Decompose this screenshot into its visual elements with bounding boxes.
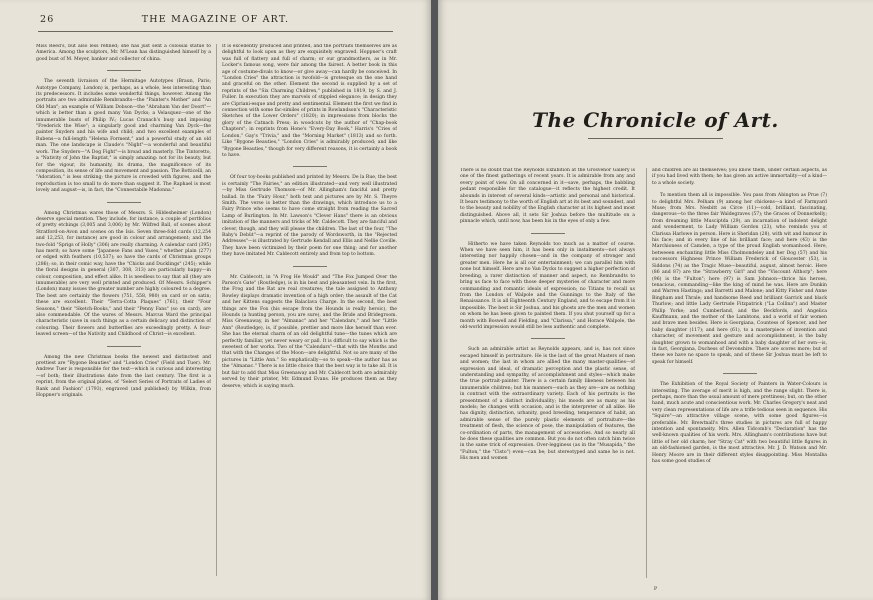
left-column-1 <box>36 44 211 579</box>
title-rule <box>588 138 723 139</box>
paragraph: Of four toy-books published and printed by Messrs. De la Rue, the best is certainly "The Fairies," an edition illustrated—and very well illustrated—by Miss Gertrude Thomson—of Mr. Allingham's fanciful and pretty ballad. In the "Fairy Hour," both text and pictures are by Mr. S. Theyre Smith. The verse is better than the drawings, which introduce us to a Fairy Prince who seems to have come straight from reading the Sacred Lamp of Burlington. In Mr. Lawson's "Clever Hans" there is an obvious imitation of the manners and tricks of Mr. Caldecott. They are fanciful and clever, though, and they will please the children. The last of the four, "The Baby's Debüt"—a reprint of the parody of Wordsworth, in the "Rejected Addresses"—is illustrated by Gertrude Kendall and Ellis and Nellie Coville. They have been victimized by their poem for one thing; and for another they have imitated Mr. Caldecott entirely and from top to bottom. <box>222 175 397 258</box>
running-head-left <box>40 14 391 28</box>
column-rule <box>646 168 647 578</box>
paragraph: Among the new Christmas books the newest and distinctest and prettiest are "Bygone Beauties" and "London Cries" (Field and Tuer). Mr. Andrew Tuer is responsible for the text—which is curious and interesting—of both; their illustrations date from the last century. The first is a reprint, from the original plates, of "Select Series of Portraits of Ladies of Rank and Fashion" (1793), engraved (and published) by Wilkin, from Hoppner's originals. <box>36 354 211 399</box>
paragraph: The Exhibition of the Royal Society of Painters in Water-Colours is interesting. The average of merit is high, and the range slight. There is, perhaps, more than the usual amount of mere prettiness; but, on the other hand, much acute and conscientious work. Mr. Charles Gregory's neat and very clean representations of life are a trifle tedious seen in sequence. His "Squire"—an attractive village scene, with some good figures—is preferable. Mr. Brewtnall's three studies in pictures are full of happy intention and spontaneity. Mrs. Allen Tidcomb's "Declaration" has the well-known qualities of his work. Mrs. Allingham's contributions have but little of her old charm; her "Stray Cat" with two beautiful little figures in an old-fashioned garden, is the most attractive. Mr. J. D. Watson and Mr. Henry Moore are in their different styles disappointing. Miss Montalba has some good studies of <box>652 382 827 465</box>
paragraph: Mr. Caldecott, in "A Frog He Would" and "The Fox Jumped Over the Parson's Gate" (Routledge), is in his best and pleasantest vein. In the first, the Frog and the Rat are real creatures; the tale assigned to Anthony Rowley displays dramatic invention of a high order; the assault of the Cat and her Kittens suggests the Balaclava Charge. In the second, the best things are the Fox (his escape from the Hounds is really heroic), the Hounds (a hunting person, you are sure), and the Bride and Bridegroom. Miss Greenaway, in her "Almanac" and her "Calendars," and her "Little Ann" (Routledge), is, if possible, prettier and more like herself than ever. She has the eternal charm of an old delightful tune—the tunes which are perfectly familiar, yet never weary or pall. It is difficult to say which is the sweetest of her works. Two of the "Calendars"—that with the Months and that with the Changes of the Moon—are delightful. Not so are many of the pictures in "Little Ann." So emphatically—so to speak—the author has as the "Almanac." There is no little choice that the best way is to take all. It is but fair to add that Miss Greenaway and Mr. Caldecott both are admirably served by their printer, Mr. Edmund Evans. He produces them as they deserve; which is saying much. <box>222 274 397 389</box>
section-divider <box>293 166 327 167</box>
left-page <box>0 0 431 600</box>
section-divider <box>107 70 141 71</box>
paragraph: It is excellently produced and printed, and the portraits themselves are as delightful to look upon as they are exquisitely engraved. Hoppner's craft was full of flattery and full of charm; or our grandmothers, as in Mr. Locker's famous song, were fair among the fairest. A better book in this age of costume-divals to know—or give away—can hardly be conceived. In "London Cries" the attraction is twofold—is grotesque on the one hand and graceful on the other. Element the second is supplied by a set of reprints of the "Six Charming Children," published in 1819, by S. and J. Fuller. In execution they are marvels of stippled elegance; in design they are Cipriani-esque and pretty and sentimental. Element the first we find in connection with some fac-similes of prints in Rowlandson's "Characteristic Sketches of the Lower Orders" (1820); in impressions from blocks the glory of the Catnach Press; in woodcuts by the author of "Chap-book Chapters"; in reprints from Hone's "Every-Day Book," Harris's "Cries of London," Gay's "Trivia," and the "Morning Market" (1813) and so forth. Like "Bygone Beauties," "London Cries" is admirably produced; and like "Bygone Beauties," though for very different reasons, it is certainly a book to have. <box>222 44 397 158</box>
paragraph: Hitherto we have taken Reynolds too much as a matter of course. When we have seen him, it has been only in instalments—not always interesting nor happily chosen—and in the company of stronger and greater men. Here he is all our entertainment; we can parallel him with none but himself. Here are no Van Dycks to suggest a higher perfection of breeding, a rarer distinction of manner and aspect, no Rembrandts to bring us face to face with those deeper mysteries of character and more commanding and romantic ideals of expression; no Titians to recall us from the London of Walpole and the Gunnings to the Italy of the Renaissance. It is all Eighteenth Century England, and to escape from it is impossible. The best is Sir Joshua, and his ghosts are the men and women on whom he has been given to painted them. If you shut yourself up for a month with Boswell and Fielding, and "Clarissa," and Horace Walpole, the old-world impression would still be less authentic and complete. <box>460 241 635 330</box>
right-column-1 <box>460 168 635 588</box>
section-divider <box>531 233 565 234</box>
section-divider <box>107 346 141 347</box>
chronicle-title: The Chronicle of Art. <box>532 108 779 132</box>
paragraph: and children are all themselves; you know them, under certain aspects, as if you had lived with them; he has given an active immortality—of a kind—to a whole society. <box>652 168 827 186</box>
header-rule <box>38 31 393 32</box>
section-divider <box>293 266 327 267</box>
section-divider <box>107 202 141 203</box>
book-gutter <box>431 0 438 600</box>
page-number: 26 <box>40 14 55 25</box>
paragraph: The seventh livraison of the Hermitage Autotypes (Braun, Paris; Autotype Company, London) is, perhaps, as a whole, less interesting than its predecessors. It includes some wonderful things, however. Among the portraits are two admirable Rembrandts—the "Painter's Mother" and "An Old Man"; an example of William Dobson—the "Abraham Van der Doort"—which is better than a good many Van Dycks; a Velasquez—one of the innumerable busts of Philip IV.; Lucas Cranach's busy and imposing "Frederick the Wise"; a singularly good and charming Van Dyck—the painter Snyders and his wife and child; and two excellent examples of Rubens—a full-length "Helena Forment," and a powerful study of an old man. The one landscape is Claude's "Night"—a wonderful and beautiful work. The Snyders—"A Dog Fight"—is broad and masterly. The Tintoretto, a "Nativity of John the Baptist," is simply amazing: not for its beauty, but for the vigour, its humanity, its drama, the magnificence of its composition, its sense of life and movement and passion. The Botticelli, an "Adoration," is less striking; the picture is crowded with figures, and the reproduction is too small to do more than suggest it. The Raphael is most lovely and august—is, in fact, the "Connestabile Madonna." <box>36 79 211 194</box>
running-title: THE MAGAZINE OF ART. <box>141 14 290 25</box>
left-column-2 <box>222 44 397 579</box>
section-divider <box>531 338 565 339</box>
right-column-2 <box>652 168 827 588</box>
paragraph: To mention them all is impossible. You pass from Abington as Prue (7) to delightful Mrs. Pelham (9) among her chickens—a kind of Farmyard Muse; from Mrs. Nesbitt as Circe (11)—cold, brilliant, fascinating, dangerous—to the three fair Waldegraves (57); the Graces of Donnerkelly; from dreaming little Musciptda (29), an incarnation of indolent delight and wonderment, to Lady William Gordon (23), who reminds you of Clarissa Harlowe in person. Here is Sheridan (28), with wit and humour in his face; and in every line of his brilliant face; and here (43) is the Marchioness of Camden, a type of the proud English womanhood. Here, betweeen enchanting little Miss Cholmondeley and her Dog (57) and his successors Highness Prince William Frederick of Gloucester (53), is Siddons (74) as the Tragic Muse—beautiful, august, almost heroic. Here (86 and 87) are the "Strawberry Girl" and the "Viscount Althorp"; here (96) is the "Fulton"; here (97) is Sam Johnson—thrice his heroes, tenacious, commanding—like the king of mind he was. Here are Dunkin and Warren Hastings; and Barretti and Malone; and Kitty Fisher and Anne Bingham and Thrale; and handsome Reed and brilliant Garrick and black Thurlow; and little Lady Gertrude Fitzpatrick ("La Collina") and Master Philip Yorke; and Cumberland, and the Beckfords, and Angelica Kauffmann, and the mother of the Lambtons, and a world of fair women and brave men besides. Here is Georgiana, Countess of Spencer, and her baby daughter (117); and here (61), to a masterpiece of invention and character, of movement and gesture and accomplishment, is the baby daughter grown to womanhood and with a baby daughter of her own—is, in fact, Georgiana, Duchess of Devonshire. There are scores more; but of these we have no space to speak, and of these Sir Joshua must be left to speak for himself. <box>652 193 827 365</box>
signature-mark: P <box>653 586 658 592</box>
paragraph: Among Christmas wares those of Messrs. S. Hildesheimer (London) deserve special mention. They include, for instance, a couple of portfolios of pretty etchings (3,005 and 3,006) by Mr. Wilfred Ball, of scenes about Stratford-on-Avon and scenes on the Isis. Seven three-fold cards (12,254 and 12,253, for instance) are good in colour and arrangement; and the two-fold "Sprigs of Holly" (306) are really charming. A calendar card (395) has merit; so have some "Japanese Fans and Vases," whether plain (277) or edged with feathers (10,537); so have the cards of Christmas groups (286); so, in their comic way, have the "Chicks and Ducklings" (245); while the floral designs in general (307, 308, 313) are particularly happy—in colour, composition, and effect alike. It is needless to say that all (they are innumerable) are very well printed and produced. Of Messrs. Schipper's (London) many issues the greater number are highly coloured to a degree. The best are certainly the flowers (751, 558, 980) on card or on satin; these are excellent. Their "Terra-Cotta Plaques" (761), their "Four Seasons," their "Sketch-Books," and their "Penny Fans" (so on card), are also commendable. Of the wares of Messrs. Marcus Ward the principal characteristic (save in such things as a certain delicacy and distinction of colouring. Their flowers and butterflies are exceedingly pretty. A four-leaved screen—of the Nativity and Childhood of Christ—is excellent. <box>36 210 211 338</box>
paragraph: Such an admirable artist as Reynolds appears, and is, has not since escaped himself in portraiture. He is the last of the great Masters of men and women; the last in whom are allied the many master-qualities—of expression and ideal, of dramatic perception and the plastic sense, of understanding and sympathy, of accomplishment and styles—which make the true portrait-painter. There is a certain family likeness between his innumerable children; but his manners—such as they are—are as nothing in contrast with the extraordinary variety. Each of his portraits is the presentment of a distinct individuality; his moods are as many as his models; he changes with occasion, and is the interpreter of all alike. He has dignity, distinction, urbanity, good breeding, temperance of habit, an admirable sense of the purely plastic elements of portraiture—the treatment of flesh, the science of pose, the manipulation of features, the co-ordination of parts, the management of accessories. And so nearly all he does these qualities are common. But you do not often catch him twice in the same trick of expression. Over-legginess (as in the "Musapida," the "Fulton," the "Cisto") even—can be; but stereotyped and same he is not. His men and women <box>460 347 635 462</box>
section-divider <box>723 373 757 374</box>
column-rule <box>216 44 217 576</box>
paragraph: There is no doubt that the Reynolds Exhibition at the Grosvenor Gallery is one of the finest gatherings of recent years. It is admirable from any and every point of view. On all concerned in it—save, perhaps, the babbling pedant responsible for the catalogue—it reflects the highest credit. It abounds in interest of several kinds—artistic and personal and historical. It bears testimony to the worth of English art at its best and soundest, and to the beauty and nobility of the English character at its highest and most distinguished. Above all, it sets Sir Joshua before the multitude on a pinnacle which, until now, has been his in the eyes of only a few. <box>460 168 635 225</box>
paragraph: Miss Reed's, but also less refined; she has just sent a colossal statue to America. Among the sculptors, Mr. M'Lean has distinguished himself by a good bust of M. Meyer, banker and collector of china. <box>36 44 211 62</box>
right-page <box>438 0 873 600</box>
